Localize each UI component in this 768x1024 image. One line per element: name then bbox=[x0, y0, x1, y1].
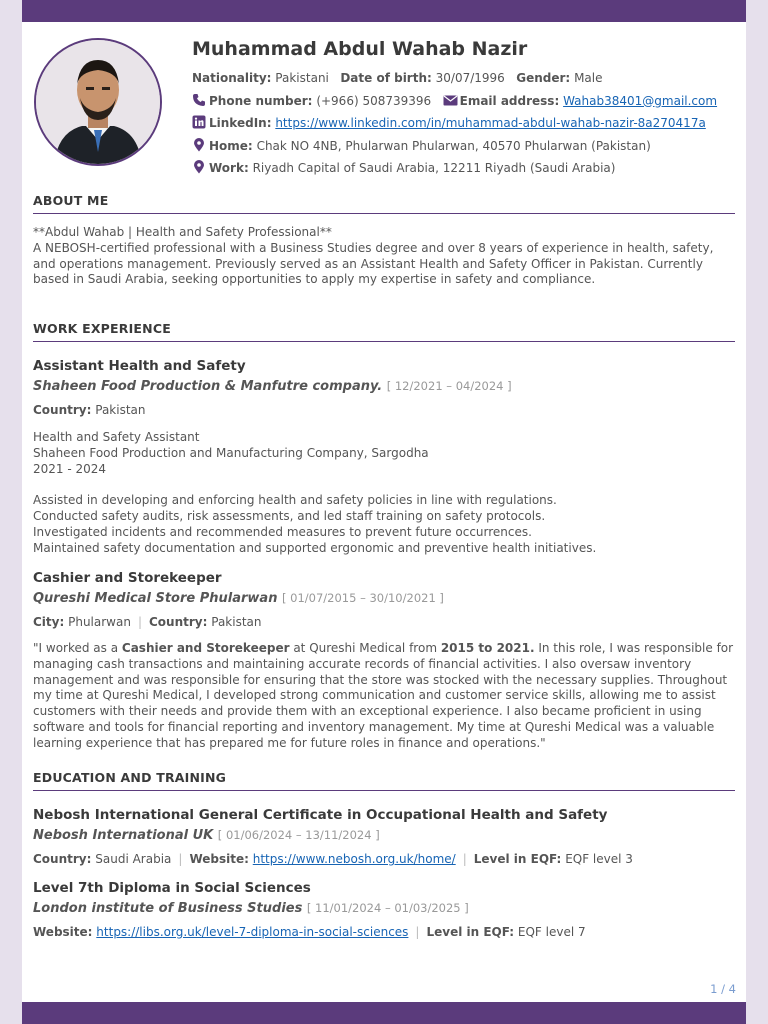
website-link[interactable]: https://www.nebosh.org.uk/home/ bbox=[252, 852, 456, 866]
job-entry-2 bbox=[33, 568, 735, 752]
desc-text: "I worked as a bbox=[33, 641, 122, 655]
country-label: Country: bbox=[33, 403, 92, 417]
work-value: Riyadh Capital of Saudi Arabia, 12211 Riyadh (Saudi Arabia) bbox=[252, 161, 616, 175]
country-value: Pakistan bbox=[211, 615, 262, 629]
eqf-value: EQF level 7 bbox=[517, 925, 586, 939]
work-heading: WORK EXPERIENCE bbox=[33, 321, 735, 342]
job-title: Cashier and Storekeeper bbox=[33, 570, 222, 586]
country-value: Saudi Arabia bbox=[95, 852, 172, 866]
organization-name: Qureshi Medical Store Phularwan bbox=[33, 591, 278, 606]
education-dates: [ 11/01/2024 – 01/03/2025 ] bbox=[306, 901, 469, 915]
gender-label: Gender: bbox=[516, 71, 571, 85]
right-border bbox=[746, 0, 768, 1024]
eqf-value: EQF level 3 bbox=[565, 852, 633, 866]
desc-line: Maintained safety documentation and supported ergonomic and preventive health initiatives. bbox=[33, 540, 597, 555]
separator: | bbox=[462, 852, 467, 866]
organization-name: Shaheen Food Production & Manfutre company. bbox=[33, 379, 383, 394]
job-organization bbox=[33, 588, 735, 609]
country-label: Country: bbox=[149, 615, 208, 629]
phone-value: (+966) 508739396 bbox=[316, 93, 432, 108]
home-location-icon bbox=[192, 137, 206, 151]
job-title: Assistant Health and Safety bbox=[33, 358, 246, 374]
page-number: 1 / 4 bbox=[710, 982, 736, 996]
job-location bbox=[33, 612, 735, 632]
job-dates: [ 12/2021 – 04/2024 ] bbox=[386, 379, 512, 393]
email-label: Email address: bbox=[459, 93, 560, 108]
education-entry-1 bbox=[33, 805, 735, 869]
nationality-label: Nationality: bbox=[192, 71, 272, 85]
email-link[interactable]: Wahab38401@gmail.com bbox=[563, 93, 718, 108]
eqf-label: Level in EQF: bbox=[473, 852, 562, 866]
linkedin-label: LinkedIn: bbox=[209, 116, 272, 130]
job-dates: [ 01/07/2015 – 30/10/2021 ] bbox=[282, 591, 444, 605]
about-text bbox=[33, 225, 735, 288]
separator: | bbox=[178, 852, 183, 866]
education-details bbox=[33, 922, 735, 942]
education-organization bbox=[33, 825, 735, 846]
website-label: Website: bbox=[33, 925, 93, 939]
home-address-line bbox=[192, 135, 732, 158]
desc-bold-role: Cashier and Storekeeper bbox=[121, 641, 290, 655]
website-label: Website: bbox=[189, 852, 249, 866]
phone-label: Phone number: bbox=[209, 93, 313, 108]
dob-value: 30/07/1996 bbox=[435, 71, 505, 85]
dob-label: Date of birth: bbox=[340, 71, 432, 85]
job-entry-1 bbox=[33, 356, 735, 557]
eqf-label: Level in EQF: bbox=[426, 925, 515, 939]
work-location-icon bbox=[192, 159, 206, 173]
job-location bbox=[33, 400, 735, 420]
country-label: Country: bbox=[33, 852, 92, 866]
profile-photo bbox=[34, 38, 162, 166]
about-heading: ABOUT ME bbox=[33, 193, 735, 214]
country-value: Pakistan bbox=[95, 403, 146, 417]
desc-line: Assisted in developing and enforcing health and safety policies in line with regulations. bbox=[33, 493, 557, 508]
work-label: Work: bbox=[209, 161, 249, 175]
city-value: Phularwan bbox=[68, 615, 131, 629]
home-label: Home: bbox=[209, 138, 253, 153]
desc-text: In this role, I was responsible for managing cash transactions and maintaining accurate records of financial activities. I also oversaw inventory management and was responsible for ensuring that the store was stocked with the necessary supplies. Throughout my time at Qureshi Medical, I developed strong communication and customer service skills, allowing me to assist customers with their needs and provide them with an exceptional experience. I also became proficient in using software and tools for financial reporting and inventory management. My time at Qureshi Medical was a valuable learning experience that has prepared me for future roles in finance and operations." bbox=[33, 641, 734, 750]
desc-bold-years: 2015 to 2021. bbox=[440, 641, 535, 655]
education-heading: EDUCATION AND TRAINING bbox=[33, 770, 735, 791]
education-title: Level 7th Diploma in Social Sciences bbox=[33, 880, 311, 896]
full-name: Muhammad Abdul Wahab Nazir bbox=[192, 38, 528, 60]
about-paragraph: A NEBOSH-certified professional with a Business Studies degree and over 8 years of experience in health, safety, and operations management. Previously served as an Assistant Health and Safety Officer in Pakistan. Currently based in Saudi Arabia, seeking opportunities to apply my expertise in safety and compliance. bbox=[33, 240, 714, 287]
desc-line: Health and Safety Assistant bbox=[33, 430, 200, 444]
education-organization bbox=[33, 898, 735, 919]
nationality-value: Pakistani bbox=[275, 71, 329, 85]
job-description-a bbox=[33, 430, 735, 477]
gender-value: Male bbox=[574, 71, 603, 85]
cv-page bbox=[22, 22, 746, 1002]
personal-details-line bbox=[192, 67, 732, 90]
education-title: Nebosh International General Certificate in Occupational Health and Safety bbox=[33, 807, 608, 823]
education-entry-2 bbox=[33, 878, 735, 942]
job-description bbox=[33, 641, 735, 752]
separator: | bbox=[415, 925, 420, 939]
job-description-b bbox=[33, 493, 735, 556]
education-dates: [ 01/06/2024 – 13/11/2024 ] bbox=[217, 828, 380, 842]
linkedin-line bbox=[192, 112, 732, 135]
linkedin-link[interactable]: https://www.linkedin.com/in/muhammad-abdul-wahab-nazir-8a270417a bbox=[275, 116, 706, 130]
phone-icon bbox=[192, 92, 206, 106]
contact-line bbox=[192, 90, 732, 113]
linkedin-icon bbox=[192, 114, 206, 128]
website-link[interactable]: https://libs.org.uk/level-7-diploma-in-social-sciences bbox=[96, 925, 409, 939]
email-icon bbox=[443, 92, 457, 106]
job-organization bbox=[33, 376, 735, 397]
education-details bbox=[33, 849, 735, 869]
organization-name: London institute of Business Studies bbox=[33, 901, 303, 916]
separator: | bbox=[137, 615, 142, 629]
desc-line: Investigated incidents and recommended measures to prevent future occurrences. bbox=[33, 524, 532, 539]
organization-name: Nebosh International UK bbox=[33, 828, 214, 843]
desc-line: Conducted safety audits, risk assessments, and led staff training on safety protocols. bbox=[33, 509, 546, 524]
city-label: City: bbox=[33, 615, 65, 629]
desc-text: at Qureshi Medical from bbox=[289, 641, 441, 655]
about-headline: **Abdul Wahab | Health and Safety Professional** bbox=[33, 225, 332, 239]
home-value: Chak NO 4NB, Phularwan Phularwan, 40570 Phularwan (Pakistan) bbox=[256, 138, 651, 153]
work-address-line bbox=[192, 157, 732, 180]
desc-line: Shaheen Food Production and Manufacturing Company, Sargodha bbox=[33, 445, 429, 460]
left-border bbox=[0, 0, 22, 1024]
header-info bbox=[192, 37, 732, 180]
desc-line: 2021 - 2024 bbox=[33, 461, 107, 476]
